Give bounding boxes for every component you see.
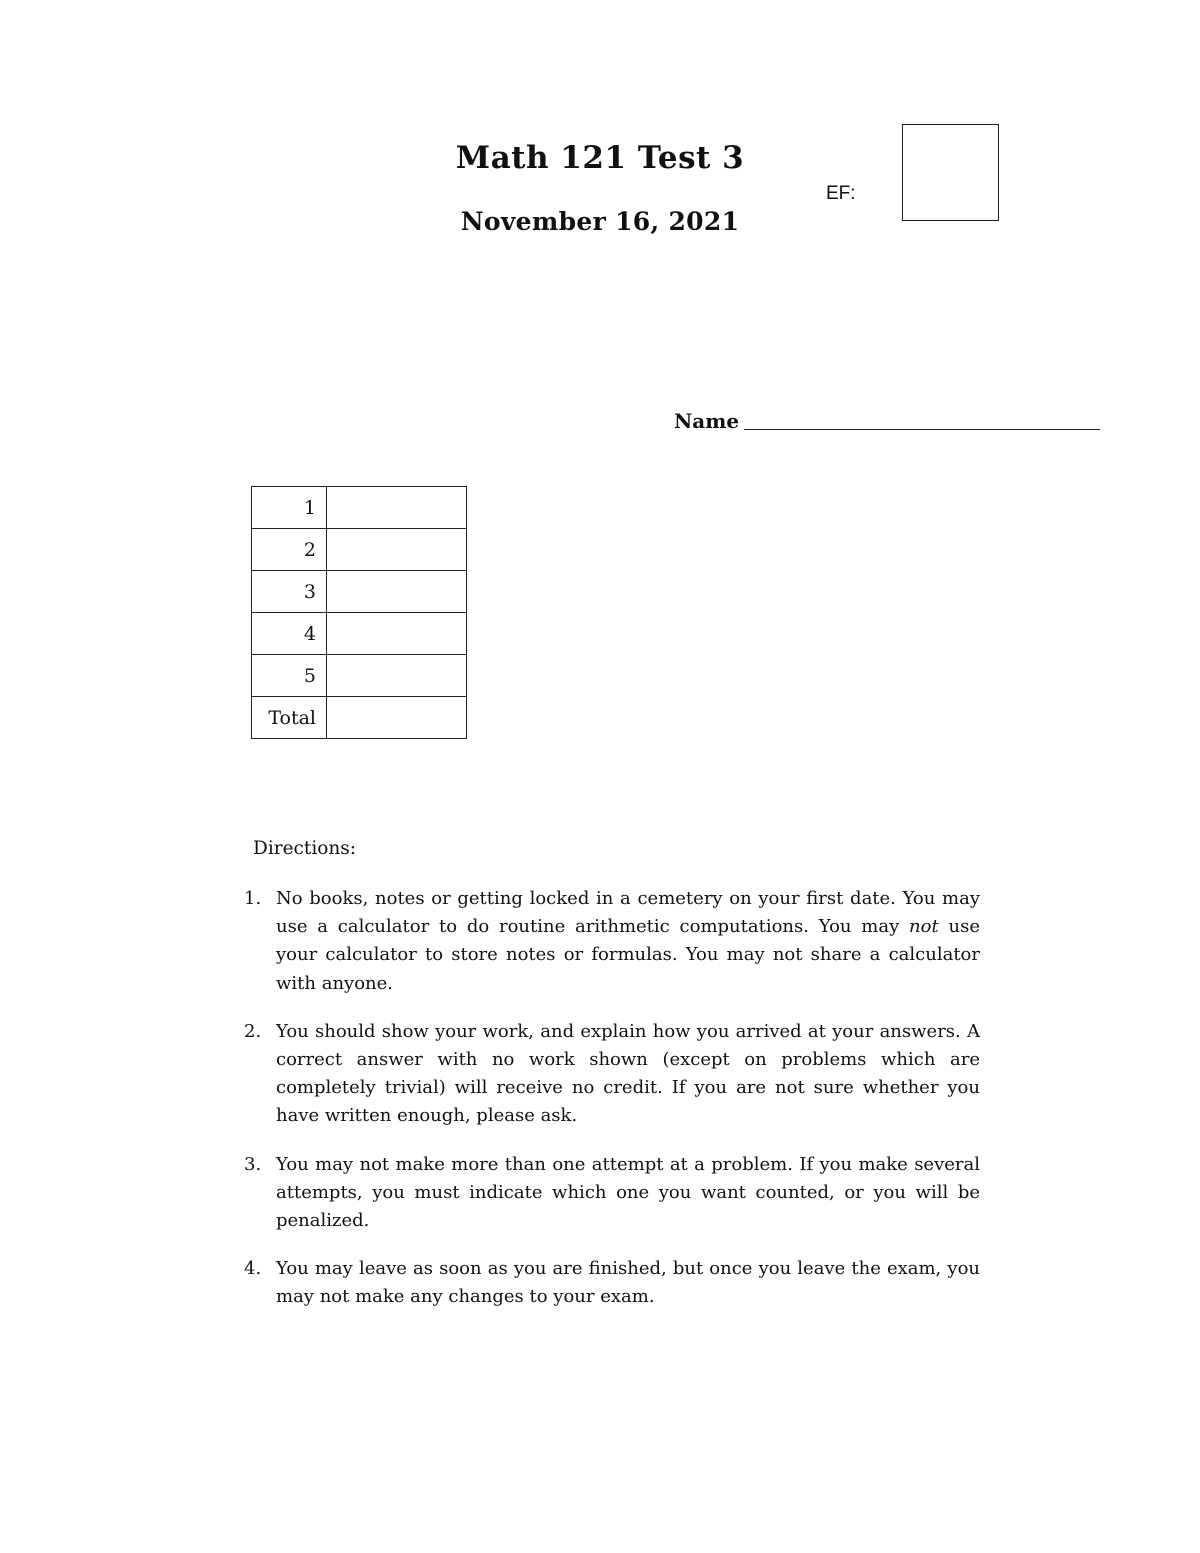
item-number: 4.: [244, 1258, 262, 1280]
list-item: [244, 885, 980, 998]
problem-number: 5: [252, 655, 327, 697]
item-text: You may not make more than one attempt at a problem. If you make several attempts, you must indicate which one you want counted, or you will be penalized.: [276, 1153, 980, 1232]
name-field-line: [744, 429, 1100, 430]
problem-number: 1: [252, 487, 327, 529]
item-number: 1.: [244, 888, 262, 909]
problem-number: 2: [252, 529, 327, 571]
item-text-emphasis: not: [909, 916, 939, 938]
score-cell: [327, 613, 467, 655]
table-row: [252, 487, 467, 529]
table-row: [252, 613, 467, 655]
problem-number: 3: [252, 571, 327, 613]
item-text: use your calculator to store notes or formulas. You may not share a calculator with anyone.: [276, 916, 980, 994]
directions-heading: Directions:: [253, 838, 357, 859]
table-row: [252, 655, 467, 697]
item-text: You may leave as soon as you are finished, but once you leave the exam, you may not make any changes to your exam.: [276, 1258, 980, 1308]
score-cell: [327, 655, 467, 697]
score-cell: [327, 487, 467, 529]
name-label: Name: [674, 409, 740, 433]
table-row: [252, 529, 467, 571]
total-label: Total: [252, 697, 327, 739]
item-text: You should show your work, and explain how you arrived at your answers. A correct answer with no work shown (except on problems which are completely trivial) will receive no credit. If you are not sure whether you have written enough, please ask.: [276, 1020, 980, 1127]
ef-label: EF:: [826, 183, 856, 204]
table-row: [252, 571, 467, 613]
total-score-cell: [327, 697, 467, 739]
problem-number: 4: [252, 613, 327, 655]
score-cell: [327, 529, 467, 571]
ef-box: [902, 124, 999, 221]
item-number: 3.: [244, 1153, 262, 1175]
table-row: [252, 697, 467, 739]
directions-list: [244, 885, 980, 1332]
score-cell: [327, 571, 467, 613]
list-item: [244, 1255, 980, 1311]
exam-date: November 16, 2021: [460, 207, 740, 236]
list-item: [244, 1151, 980, 1236]
page-title: Math 121 Test 3: [455, 140, 745, 176]
list-item: [244, 1018, 980, 1131]
score-table: [251, 486, 467, 739]
item-text: No books, notes or getting locked in a cemetery on your first date. You may use a calculator to do routine arithmetic computations. You may: [276, 888, 980, 938]
item-number: 2.: [244, 1020, 262, 1042]
